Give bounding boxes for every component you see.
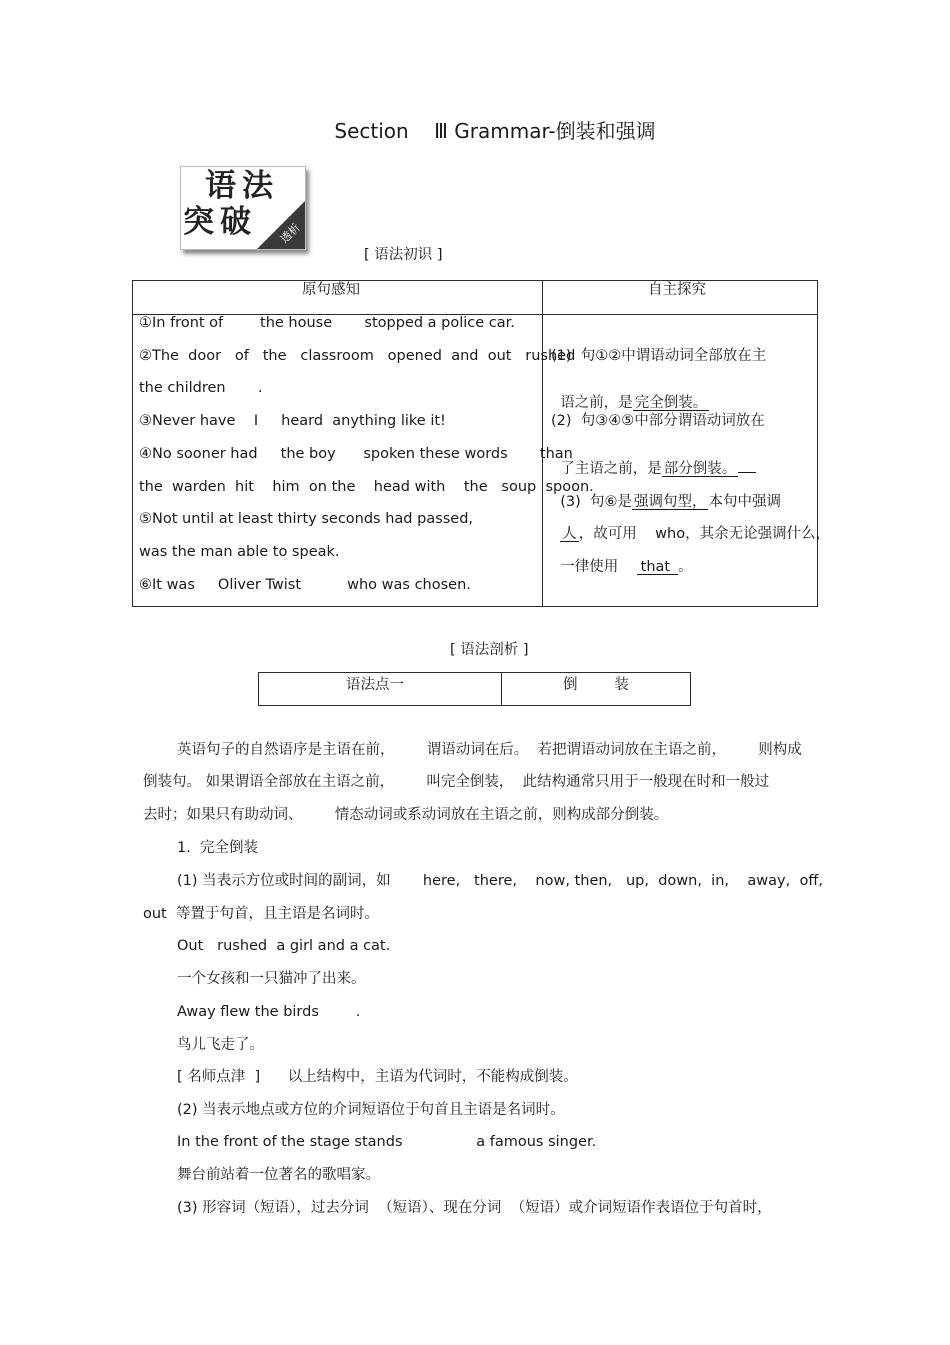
sentence-2-cont: the children . — [139, 380, 263, 396]
answer-2-prefix: 了主语之前，是 — [560, 460, 662, 477]
section-heading-full-inversion: 1. 完全倒装 — [177, 840, 259, 856]
sentence-1: ①In front of the house stopped a police car. — [139, 315, 515, 331]
rule-1-line-2: out 等置于句首，且主语是名词时。 — [143, 906, 379, 922]
page-title: Section Ⅲ Grammar-倒装和强调 — [334, 119, 656, 143]
sentence-5: ⑤Not until at least thirty seconds had passed, — [139, 511, 474, 527]
grammar-analysis-label: [ 语法剖析 ] — [450, 642, 529, 658]
answer-1-line-2 — [551, 381, 709, 411]
answer-3-line-3-suffix: 。 — [678, 558, 693, 575]
grammar-point-topic: 倒 装 — [563, 677, 629, 693]
table-header-sentences: 原句感知 — [302, 282, 360, 298]
intro-paragraph-line-1: 英语句子的自然语序是主语在前， 谓语动词在后。 若把谓语动词放在主语之前， 则构成 — [177, 742, 802, 758]
rule-1-line-1: (1) 当表示方位或时间的副词，如 here, there, now, then, up, down, in, away, off, — [177, 873, 823, 889]
answer-1-prefix: 语之前，是 — [560, 394, 633, 411]
answer-3-line-2-text: ，故可用 who，其余无论强调什么， — [578, 525, 831, 542]
intro-paragraph-line-3: 去时；如果只有助动词、 情态动词或系动词放在主语之前，则构成部分倒装。 — [143, 807, 669, 823]
answer-3-prefix: (3) 句⑥是 — [560, 493, 632, 510]
example-1: Out rushed a girl and a cat. — [177, 938, 391, 954]
teacher-tip: [ 名师点津 ] 以上结构中，主语为代词时，不能构成倒装。 — [177, 1069, 578, 1085]
rule-2: (2) 当表示地点或方位的介词短语位于句首且主语是名词时。 — [177, 1102, 565, 1118]
sentence-6: ⑥It was Oliver Twist who was chosen. — [139, 577, 471, 593]
grammar-intro-label: [ 语法初识 ] — [364, 247, 443, 263]
sentence-2: ②The door of the classroom opened and out rushed — [139, 348, 576, 364]
answer-2-blank: 部分倒装。 — [663, 460, 737, 477]
answer-3-line-3 — [551, 545, 693, 575]
answer-1-line-1: (1) 句①②中谓语动词全部放在主 — [551, 348, 767, 364]
answer-3-line-2 — [551, 512, 830, 542]
sentence-3: ③Never have I heard anything like it! — [139, 413, 446, 429]
table-header-explore: 自主探究 — [648, 282, 706, 298]
answer-3-line-3-prefix: 一律使用 — [560, 558, 619, 575]
sentence-5-cont: was the man able to speak. — [139, 544, 340, 560]
answer-3-person-blank: 人 — [562, 525, 577, 542]
intro-paragraph-line-2: 倒装句。 如果谓语全部放在主语之前， 叫完全倒装， 此结构通常只用于一般现在时和一般过 — [143, 774, 770, 790]
example-3: In the front of the stage stands a famous singer. — [177, 1134, 597, 1150]
logo-line-1: 语法 — [205, 168, 279, 204]
example-2-translation: 鸟儿飞走了。 — [177, 1037, 264, 1053]
sentence-4: ④No sooner had the boy spoken these words than — [139, 446, 573, 462]
answer-3-suffix: 本句中强调 — [708, 493, 781, 510]
answer-1-blank: 完全倒装。 — [634, 394, 708, 411]
rule-3: (3) 形容词（短语），过去分词 （短语）、现在分词 （短语）或介词短语作表语位于句首时， — [177, 1200, 772, 1216]
answer-3-blank: 强调句型， — [633, 493, 707, 510]
grammar-point-label: 语法点一 — [346, 677, 404, 693]
example-3-translation: 舞台前站着一位著名的歌唱家。 — [177, 1167, 380, 1183]
grammar-breakthrough-logo — [180, 166, 310, 254]
example-1-translation: 一个女孩和一只猫冲了出来。 — [177, 971, 366, 987]
sentence-4-cont: the warden hit him on the head with the soup spoon. — [139, 479, 594, 495]
answer-2-line-1: (2) 句③④⑤中部分谓语动词放在 — [551, 413, 765, 429]
logo-tag: 透析 — [277, 220, 303, 246]
answer-3-line-1 — [551, 480, 781, 510]
answer-2-line-2 — [551, 447, 756, 477]
answer-3-that-blank: that — [637, 560, 678, 576]
example-2: Away flew the birds . — [177, 1004, 361, 1020]
answer-2-trailing-line — [738, 472, 756, 473]
logo-line-2: 突破 — [183, 204, 257, 240]
